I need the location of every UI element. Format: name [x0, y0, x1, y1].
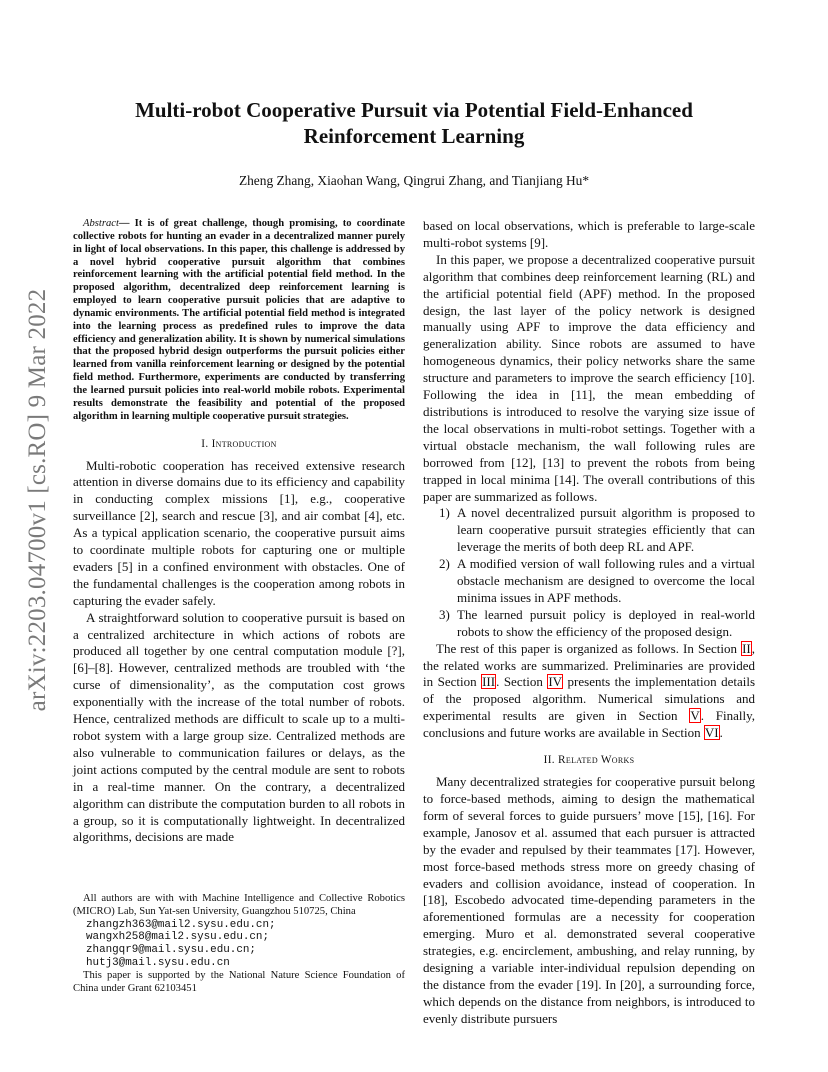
section-number: II.	[543, 754, 555, 767]
footnote-affiliation: All authors are with with Machine Intelligence and Collective Robotics (MICRO) Lab, Sun Yat-sen University, Guangzhou 510725, China	[73, 893, 405, 917]
list-item	[423, 607, 755, 641]
arxiv-id: arXiv:2203.04700v1 [cs.RO] 9 Mar 2022	[24, 288, 51, 712]
section-ref-link[interactable]: III	[482, 674, 496, 690]
paper-title	[80, 97, 748, 149]
list-item-text: A novel decentralized pursuit algorithm is proposed to learn cooperative pursuit strategies efficiently that can leverage the merits of both deep RL and APF.	[457, 505, 755, 555]
outline-text: , the related works are summarized. Preliminaries are provided in Section	[423, 640, 755, 690]
list-item-number: 1)	[439, 505, 450, 521]
abstract-text: — It is of great challenge, though promising, to coordinate collective robots for hunting an evader in a decentralized manner purely in light of local observations. In this paper, this challenge is addressed by a novel hybrid cooperative pursuit algorithm that combines reinforcement learning with the artificial potential field method. In the proposed algorithm, decentralized deep reinforcement learning is employed to learn cooperative pursuit policies that are adaptive to dynamic environments. The artificial potential field method is integrated into the learning process as predefined rules to improve the data efficiency and generalization ability. It is shown by numerical simulations that the proposed hybrid design outperforms the pursuit policies either learned from vanilla reinforcement learning or designed by the potential field method. Furthermore, experiments are conducted by transferring the learned pursuit policies into real-world mobile robots. Experimental results demonstrate the feasibility and potential of the proposed algorithm in learning multiple cooperative pursuit strategies.	[73, 218, 405, 422]
section-title: Related Works	[558, 754, 635, 767]
right-column	[423, 218, 755, 1028]
related-works-paragraph-1: Many decentralized strategies for cooperative pursuit belong to force-based methods, aiming to design the mathematical form of several forces to guide pursuers’ move [15], [16]. For example, Janosov et al. assumed that each pursuer is attracted by the evader and repulsed by their teammates [17]. However, most force-based methods stress more on greedy chasing of evaders and collision avoidance, instead of cooperation. In [18], Escobedo advocated time-depending parameters in the aforementioned formulas are a necessity for cooperation emerging. Muro et al. demonstrated several cooperative strategies, e.g. encirclement, ambushing, and relay running, by designing a variable inter-individual repulsion depending on the distance from the evader [19]. In [20], a surrounding force, which depends on the distance from neighbors, is introduced to evenly distribute pursuers	[423, 774, 755, 1026]
section-heading-related-works	[423, 754, 755, 766]
list-item-text: The learned pursuit policy is deployed in real-world robots to show the efficiency of the proposed design.	[457, 606, 755, 639]
section-ref-link[interactable]: IV	[548, 674, 563, 690]
intro-paragraph-3: In this paper, we propose a decentralized cooperative pursuit algorithm that combines deep reinforcement learning (RL) and the artificial potential field (APF) method. In the proposed design, the last layer of the policy network is designed manually using APF to improve the data efficiency and generalization ability. Since robots are assumed to have homogeneous dynamics, their policy networks share the same structure and parameters to improve the search efficiency [10]. Following the idea in [11], the mean embedding of distributions is introduced to resolve the varying size issue of the local observations in multi-robot settings. Together with a virtual obstacle mechanism, the wall following rules are borrowed from [12], [13] to prevent the robots from being trapped in local minima [14]. The overall contributions of this paper are summarized as follows.	[423, 251, 755, 504]
intro-paragraph-1: Multi-robotic cooperation has received extensive research attention in diverse domains due to its efficiency and capability in conducting complex missions [1], e.g., cooperative surveillance [2], search and rescue [3], and air combat [4], etc. As a typical application scenario, the cooperative pursuit aims to coordinate multiple robots for capturing one or multiple evaders [5] in a confined environment with obstacles. One of the fundamental challenges is the cooperation among robots in capturing the evader safely.	[73, 457, 405, 608]
author-list: Zheng Zhang, Xiaohan Wang, Qingrui Zhang, and Tianjiang Hu*	[238, 173, 590, 188]
list-item-number: 2)	[439, 556, 450, 572]
outline-text: .	[719, 725, 723, 741]
abstract-label: Abstract	[83, 218, 119, 229]
section-ref-link[interactable]: V	[690, 708, 700, 724]
footnote	[73, 893, 405, 995]
section-number: I.	[201, 437, 209, 450]
list-item	[423, 505, 755, 556]
title-line-1: Multi-robot Cooperative Pursuit via Potential Field-Enhanced	[135, 98, 693, 122]
outline-text: . Finally, conclusions and future works are available in Section	[423, 708, 755, 741]
author-email[interactable]: wangxh258@mail2.sysu.edu.cn;	[86, 931, 269, 944]
outline-text: presents the implementation details of the proposed algorithm. Numerical simulations and experimental results are given in Section	[423, 674, 756, 724]
outline-text: The rest of this paper is organized as follows. In Section	[436, 640, 742, 656]
author-email[interactable]: hutj3@mail.sysu.edu.cn	[86, 956, 230, 969]
contribution-list	[423, 505, 755, 640]
author-email[interactable]: zhangqr9@mail.sysu.edu.cn;	[86, 944, 256, 957]
list-item-number: 3)	[439, 606, 450, 622]
footnote-funding: This paper is supported by the National Nature Science Foundation of China under Grant 62103451	[73, 969, 405, 994]
section-ref-link[interactable]: II	[742, 640, 751, 656]
intro-paragraph-2: A straightforward solution to cooperative pursuit is based on a centralized architecture in which actions of robots are produced all together by one central computation module [?], [6]–[8]. However, centralized methods are troubled with ‘the curse of dimensionality’, as the computation cost grows exponentially with the increase of the total number of robots. Hence, centralized methods are difficult to scale up to a multi-robot system with a large group size. Centralized methods are also vulnerable to communication failures or delays, as the joint actions computed by the central module are sent to robots in a real-time manner. On the contrary, a decentralized algorithm can distribute the computation burden to all robots in a group, so it is computationally lightweight. In decentralized algorithms, decisions are made	[73, 609, 405, 845]
title-line-2: Reinforcement Learning	[303, 124, 525, 148]
left-column	[73, 218, 405, 846]
paper-outline-paragraph	[423, 641, 755, 742]
abstract	[73, 218, 405, 424]
outline-text: . Section	[496, 674, 548, 690]
section-heading-introduction	[73, 438, 405, 450]
section-title: Introduction	[211, 437, 277, 450]
author-email[interactable]: zhangzh363@mail2.sysu.edu.cn;	[86, 918, 276, 931]
arxiv-sidebar-stamp	[18, 290, 58, 710]
list-item	[423, 556, 755, 607]
intro-paragraph-2-continued: based on local observations, which is preferable to large-scale multi-robot systems [9].	[423, 218, 755, 250]
list-item-text: A modified version of wall following rules and a virtual obstacle mechanism are designed to overcome the local minima issues in APF methods.	[457, 556, 755, 605]
section-ref-link[interactable]: VI	[704, 725, 719, 741]
